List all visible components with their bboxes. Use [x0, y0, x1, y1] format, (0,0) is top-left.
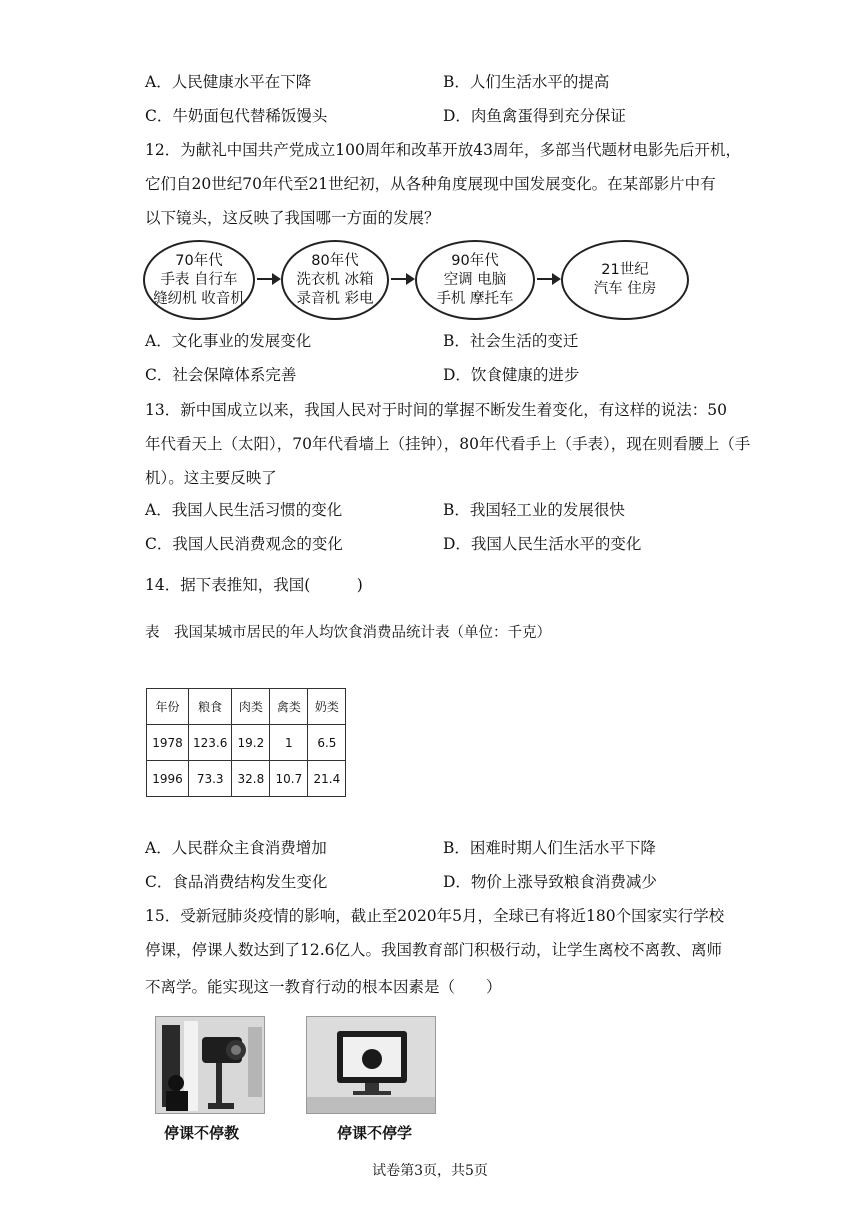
table-header-cell: 禽类: [270, 689, 308, 725]
flow-arrow-2: [391, 278, 413, 280]
flow-node-90s-line-1: 空调 电脑: [443, 271, 507, 288]
q14-table-caption: 表 我国某城市居民的年人均饮食消费品统计表（单位：千克）: [145, 625, 551, 641]
student-screen-illustration: [307, 1017, 436, 1114]
photo-caption-learn: 停课不停学: [337, 1124, 413, 1142]
q13-option-d: D．我国人民生活水平的变化: [443, 535, 642, 553]
table-header-cell: 肉类: [232, 689, 270, 725]
q12-stem-line-1: 12．为献礼中国共产党成立100周年和改革开放43周年，多部当代题材电影先后开机，: [145, 141, 742, 159]
flow-node-90s: [415, 240, 535, 320]
flow-node-90s-title: 90年代: [451, 252, 499, 269]
q12-flow-diagram: [143, 240, 723, 322]
table-cell: 73.3: [189, 761, 232, 797]
teacher-camera-photo: [155, 1016, 265, 1114]
table-header-row: [147, 689, 346, 725]
q15-stem-line-1: 15．受新冠肺炎疫情的影响，截止至2020年5月，全球已有将近180个国家实行学校: [145, 907, 725, 925]
table-row: [147, 725, 346, 761]
q11-option-b: B．人们生活水平的提高: [443, 73, 610, 91]
flow-node-70s-line-2: 缝纫机 收音机: [153, 290, 245, 307]
q14-option-a: A．人民群众主食消费增加: [145, 839, 327, 857]
q11-option-a: A．人民健康水平在下降: [145, 73, 312, 91]
flow-node-70s-line-1: 手表 自行车: [160, 271, 238, 288]
q12-option-d: D．饮食健康的进步: [443, 366, 580, 384]
table-cell: 32.8: [232, 761, 270, 797]
table-header-cell: 粮食: [189, 689, 232, 725]
flow-node-80s-line-2: 录音机 彩电: [296, 290, 374, 307]
flow-node-90s-line-2: 手机 摩托车: [436, 290, 514, 307]
q13-stem-line-3: 机）。这主要反映了: [145, 469, 277, 487]
q11-option-c: C．牛奶面包代替稀饭馒头: [145, 107, 328, 125]
table-cell: 123.6: [189, 725, 232, 761]
q13-option-c: C．我国人民消费观念的变化: [145, 535, 343, 553]
flow-arrow-1: [257, 278, 279, 280]
q12-option-c: C．社会保障体系完善: [145, 366, 297, 384]
table-cell: 10.7: [270, 761, 308, 797]
q13-option-b: B．我国轻工业的发展很快: [443, 501, 625, 519]
q12-option-a: A．文化事业的发展变化: [145, 332, 312, 350]
table-cell: 1978: [147, 725, 189, 761]
table-header-cell: 年份: [147, 689, 189, 725]
table-cell: 6.5: [308, 725, 346, 761]
flow-node-80s-line-1: 洗衣机 冰箱: [296, 271, 374, 288]
q12-option-b: B．社会生活的变迁: [443, 332, 579, 350]
q15-stem-line-2: 停课，停课人数达到了12.6亿人。我国教育部门积极行动，让学生离校不离教、离师: [145, 941, 723, 959]
camera-teacher-illustration: [156, 1017, 265, 1114]
q13-stem-line-2: 年代看天上（太阳），70年代看墙上（挂钟），80年代看手上（手表），现在则看腰上（手: [145, 435, 751, 453]
table-cell: 21.4: [308, 761, 346, 797]
flow-node-80s: [281, 240, 389, 320]
table-row: [147, 761, 346, 797]
q14-option-b: B．困难时期人们生活水平下降: [443, 839, 656, 857]
q15-stem-line-3: 不离学。能实现这一教育行动的根本因素是（ ）: [145, 978, 502, 996]
table-cell: 19.2: [232, 725, 270, 761]
flow-node-21st: [561, 240, 689, 320]
flow-node-21st-line-1: 汽车 住房: [593, 281, 657, 297]
table-cell: 1: [270, 725, 308, 761]
q14-consumption-table: [146, 688, 346, 797]
table-header-cell: 奶类: [308, 689, 346, 725]
q14-option-c: C．食品消费结构发生变化: [145, 873, 328, 891]
q14-stem: 14．据下表推知，我国( ): [145, 576, 363, 594]
flow-node-21st-title: 21世纪: [601, 262, 649, 278]
q14-option-d: D．物价上涨导致粮食消费减少: [443, 873, 657, 891]
q12-stem-line-3: 以下镜头，这反映了我国哪一方面的发展？: [145, 209, 440, 227]
flow-arrow-3: [537, 278, 559, 280]
table-cell: 1996: [147, 761, 189, 797]
page-footer: 试卷第3页，共5页: [372, 1163, 488, 1179]
q13-option-a: A．我国人民生活习惯的变化: [145, 501, 343, 519]
flow-node-80s-title: 80年代: [311, 252, 359, 269]
q12-stem-line-2: 它们自20世纪70年代至21世纪初，从各种角度展现中国发展变化。在某部影片中有: [145, 175, 716, 193]
q13-stem-line-1: 13．新中国成立以来，我国人民对于时间的掌握不断发生着变化，有这样的说法：50: [145, 401, 727, 419]
flow-node-70s: [143, 240, 255, 320]
photo-caption-teach: 停课不停教: [164, 1124, 240, 1142]
flow-node-70s-title: 70年代: [175, 252, 223, 269]
q11-option-d: D．肉鱼禽蛋得到充分保证: [443, 107, 626, 125]
student-screen-photo: [306, 1016, 436, 1114]
